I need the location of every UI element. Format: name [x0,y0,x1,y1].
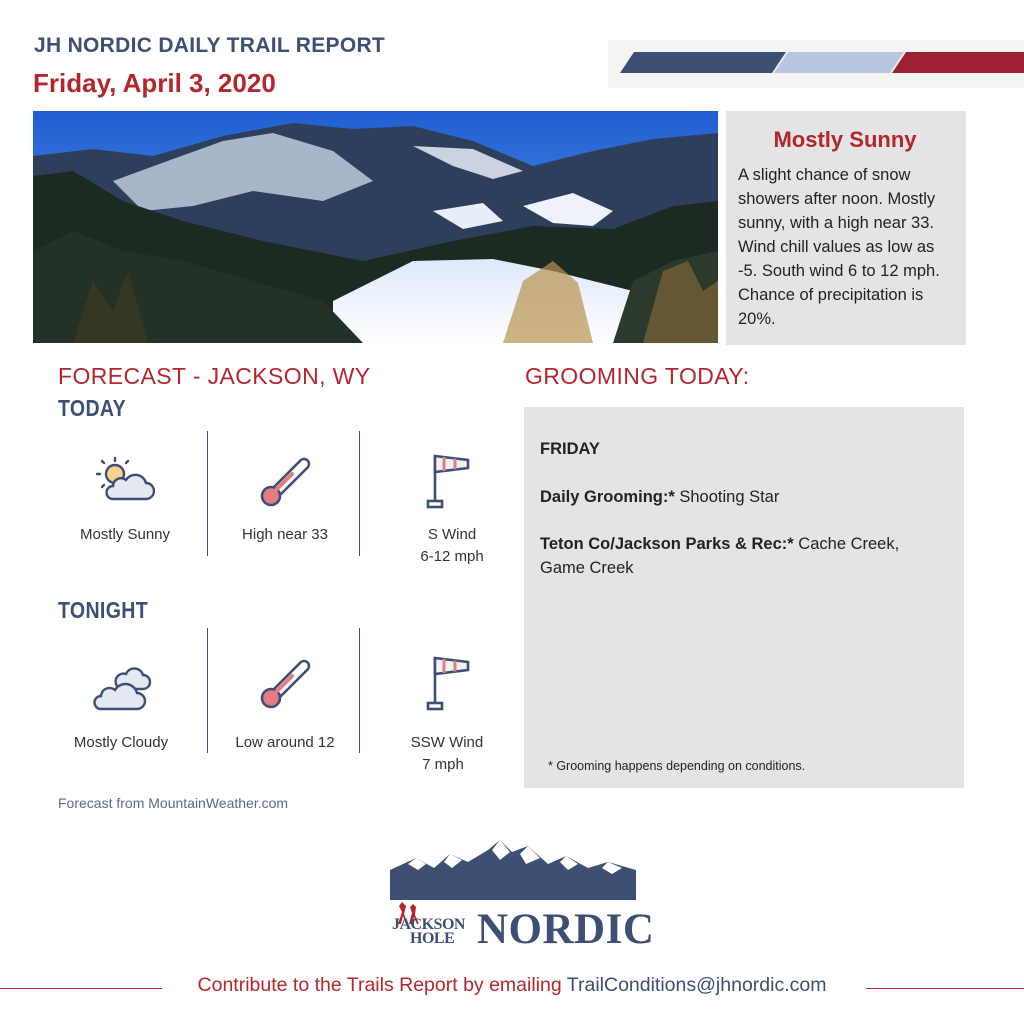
tonight-temp-label: Low around 12 [235,734,335,751]
tonight-sky-label: Mostly Cloudy [73,734,169,751]
divider [207,431,208,556]
forecast-credit: Forecast from MountainWeather.com [58,795,289,811]
footer-contribute [0,974,1024,997]
grooming-heading: GROOMING TODAY: [525,363,750,389]
tonight-wind-speed: 7 mph [422,756,464,773]
grooming-row [540,532,948,580]
thermometer-icon [257,654,315,712]
grooming-day: FRIDAY [540,440,600,458]
today-heading: TODAY [58,395,126,421]
thermometer-icon [257,452,315,510]
report-title: JH NORDIC DAILY TRAIL REPORT [34,34,386,57]
today-wind-direction: S Wind [427,526,477,543]
grooming-row-label: Teton Co/Jackson Parks & Rec:* [540,535,794,553]
footer-email-link[interactable]: TrailConditions@jhnordic.com [566,974,827,996]
tonight-wind-direction: SSW Wind [410,734,484,751]
windsock-icon [424,654,474,712]
today-wind-speed: 6-12 mph [420,548,484,565]
windsock-icon [424,452,474,510]
tonight-heading: TONIGHT [58,597,148,623]
logo-word-bottom: HOLE [410,930,455,947]
today-temp-label: High near 33 [242,526,328,543]
footer-text: Contribute to the Trails Report by emailing [197,974,562,996]
grooming-panel [524,407,964,788]
partly-sunny-icon [93,455,155,505]
mountain-landscape-photo [33,111,718,343]
grooming-row [540,485,948,509]
weather-summary-panel [726,111,966,345]
report-date: Friday, April 3, 2020 [33,68,276,98]
logo-word-top: JACKSON [392,916,465,933]
grooming-row-label: Daily Grooming:* [540,488,675,506]
summary-title: Mostly Sunny [773,127,917,152]
grooming-footnote: * Grooming happens depending on conditions. [548,759,806,773]
grooming-row-value: Shooting Star [679,488,780,506]
cloudy-icon [91,667,155,713]
summary-text: A slight chance of snow showers after noon. Mostly sunny, with a high near 33. Wind chill values as low as -5. South wind 6 to 12 mph. Chance of precipitation is 20%. [738,166,940,328]
logo-word-big: NORDIC [477,906,655,953]
today-sky-label: Mostly Sunny [79,526,171,543]
divider [207,628,208,753]
grooming-row-value: Cache Creek, Game Creek [540,535,900,577]
header-stripes-decoration [608,40,1024,88]
forecast-heading: FORECAST - JACKSON, WY [58,363,371,389]
